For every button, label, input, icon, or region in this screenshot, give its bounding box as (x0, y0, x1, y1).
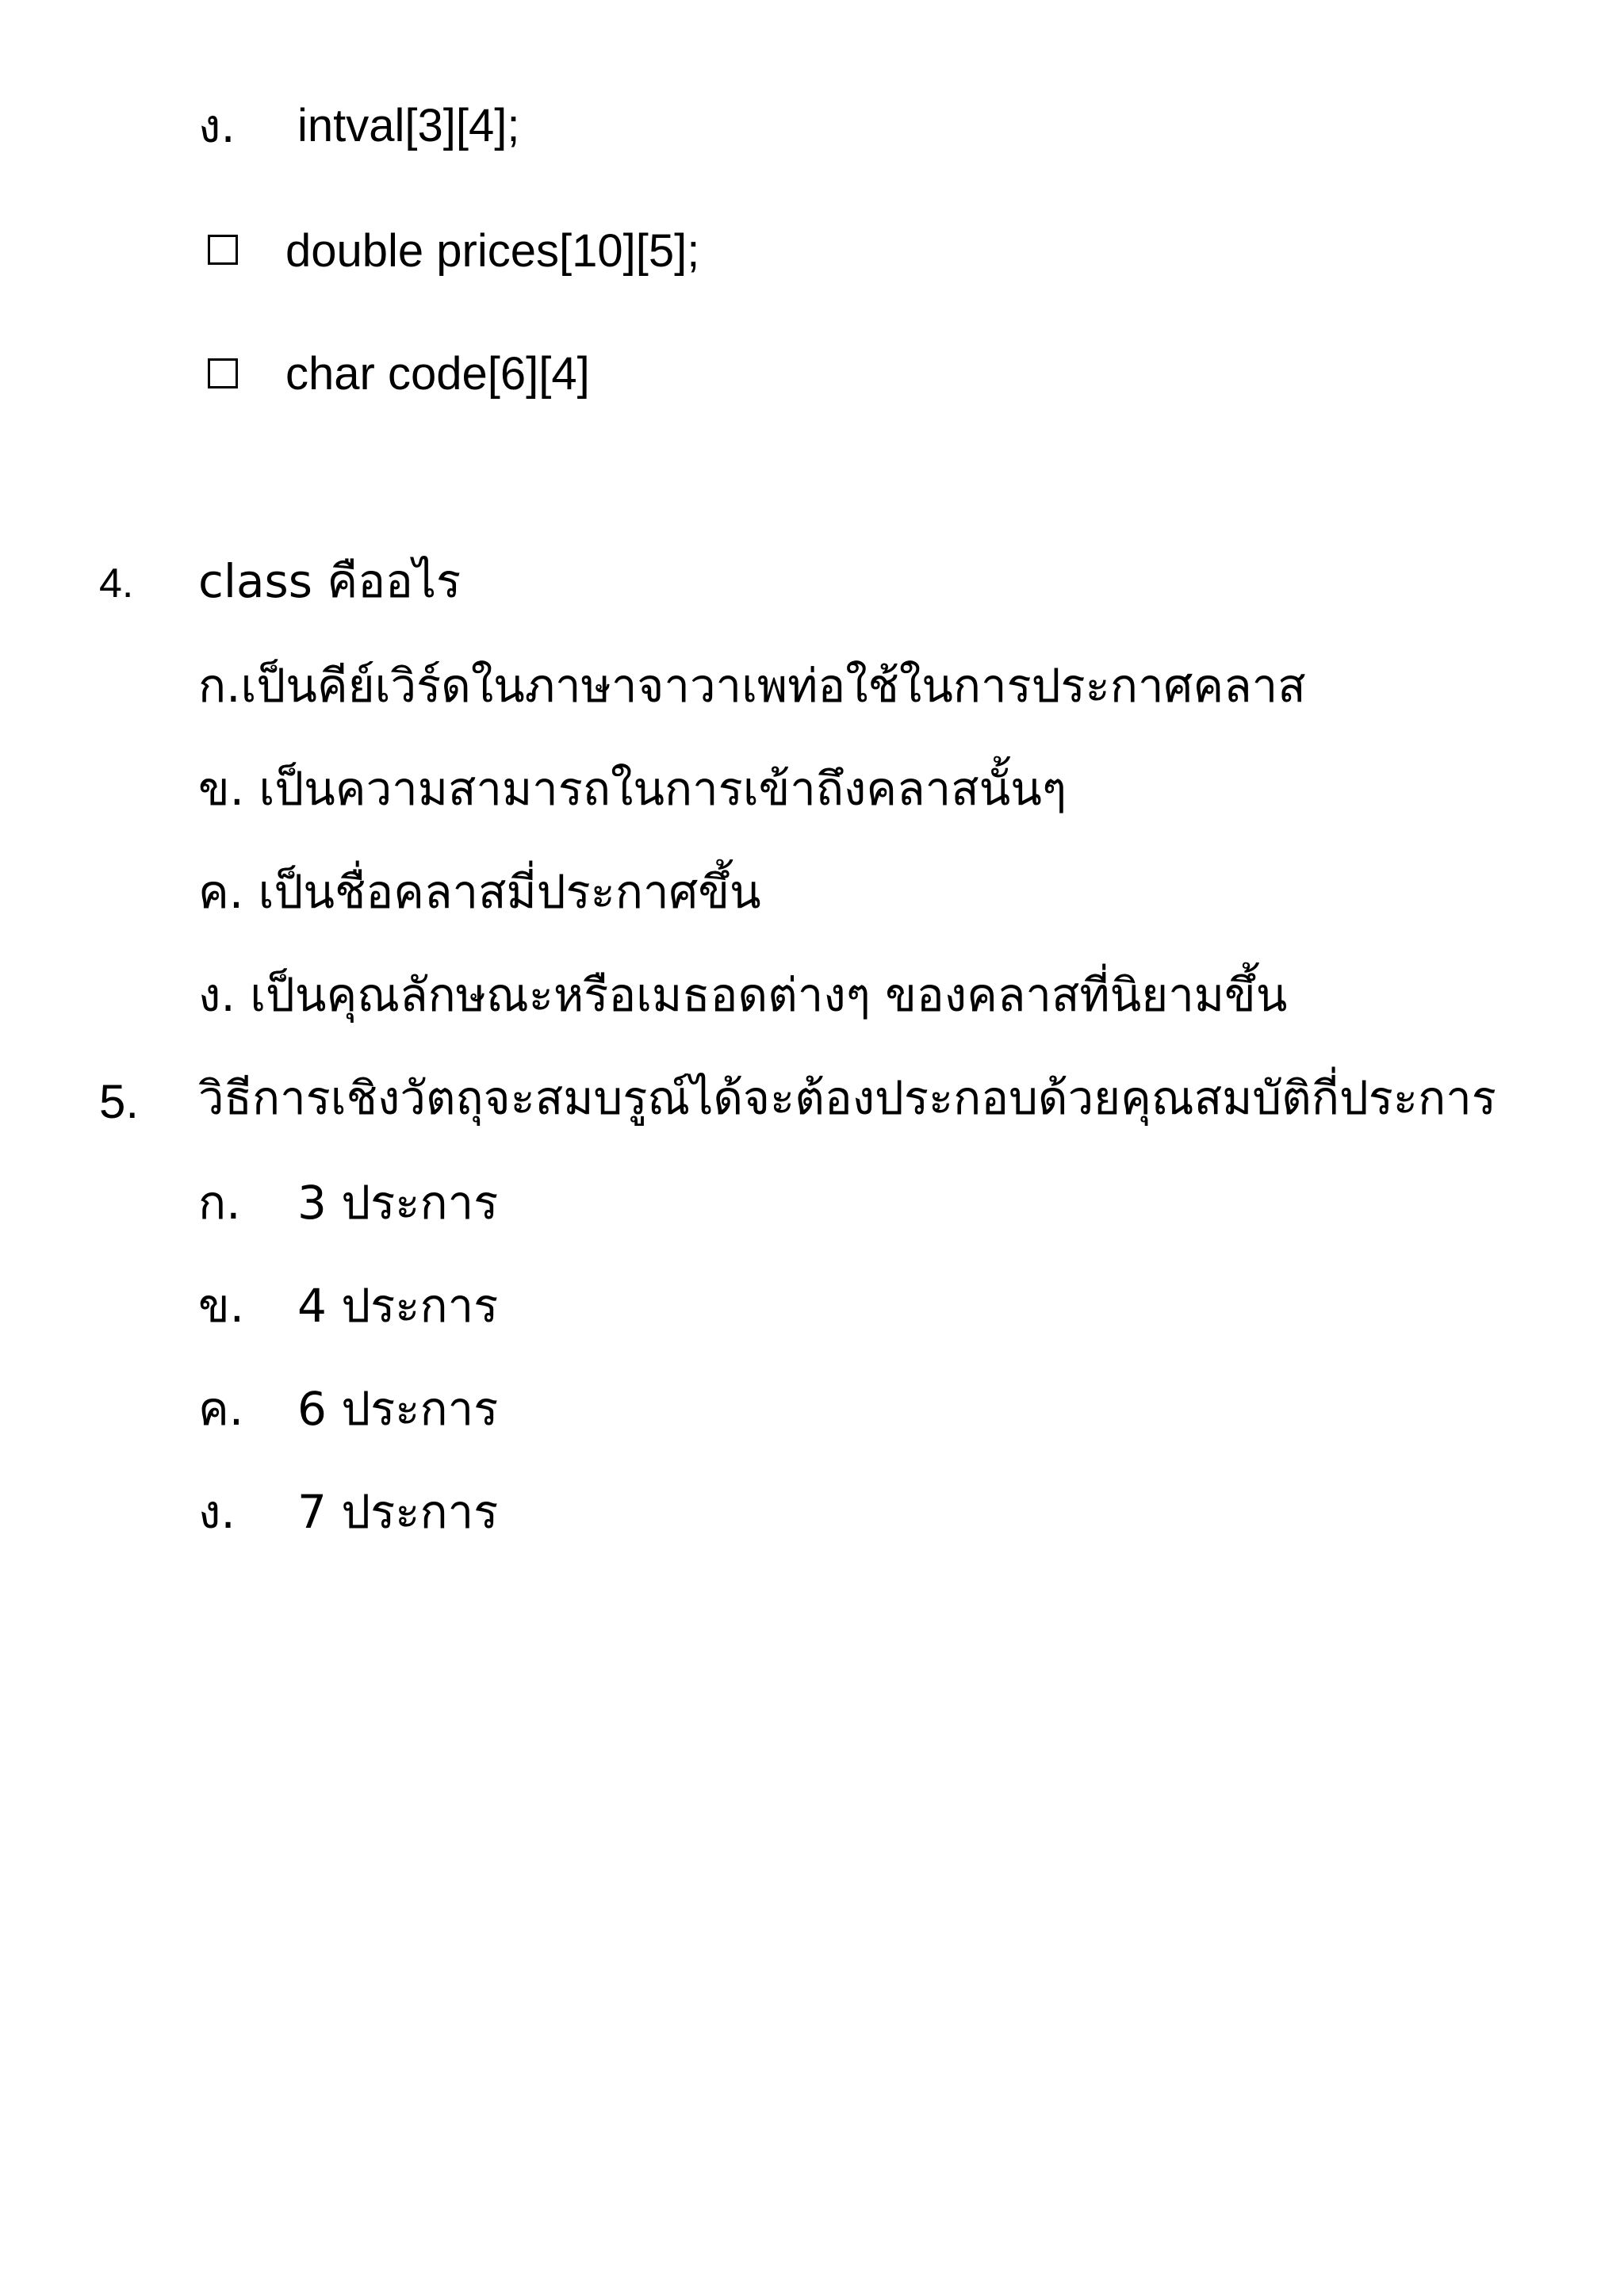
answer-option: ง. เป็นคุณลักษณะหรือเมธอดต่างๆ ของคลาสที่นิยามขึ้น (198, 968, 1288, 1022)
question-prompt: วิธีการเชิงวัตถุจะสมบรูณ์ได้จะต้องประกอบด้วยคุณสมบัติกี่ประการ (198, 1071, 1496, 1125)
checkbox-icon (208, 235, 238, 265)
question-prompt: class คืออไร (198, 554, 462, 608)
answer-option-marker: ก. (198, 1176, 241, 1230)
question-number: 4. (99, 561, 134, 607)
answer-option: 4 ประการ (297, 1279, 499, 1333)
answer-option-marker: ง. (198, 1485, 236, 1539)
answer-option: ค. เป็นชื่อคลาสมี่ประกาศขึ้น (198, 865, 761, 919)
option-marker-d: ง. (198, 99, 236, 153)
answer-option: 7 ประการ (297, 1485, 499, 1539)
option-text-box2: char code[6][4] (285, 348, 590, 400)
answer-option: ข. เป็นความสามารถในการเข้าถึงคลาสนั้นๆ (198, 762, 1067, 816)
option-text-d: intval[3][4]; (297, 100, 520, 151)
answer-option: 3 ประการ (297, 1176, 499, 1230)
question-number: 5. (99, 1075, 140, 1128)
answer-option-marker: ข. (198, 1279, 245, 1333)
checkbox-icon (208, 358, 238, 388)
answer-option: 6 ประการ (297, 1382, 499, 1436)
answer-option-marker: ค. (198, 1382, 244, 1436)
option-text-box1: double prices[10][5]; (285, 225, 700, 277)
answer-option: ก.เป็นคีย์เวิร์ดในภาษาจาวาเพท่อใช้ในการประกาศคลาส (198, 659, 1306, 713)
